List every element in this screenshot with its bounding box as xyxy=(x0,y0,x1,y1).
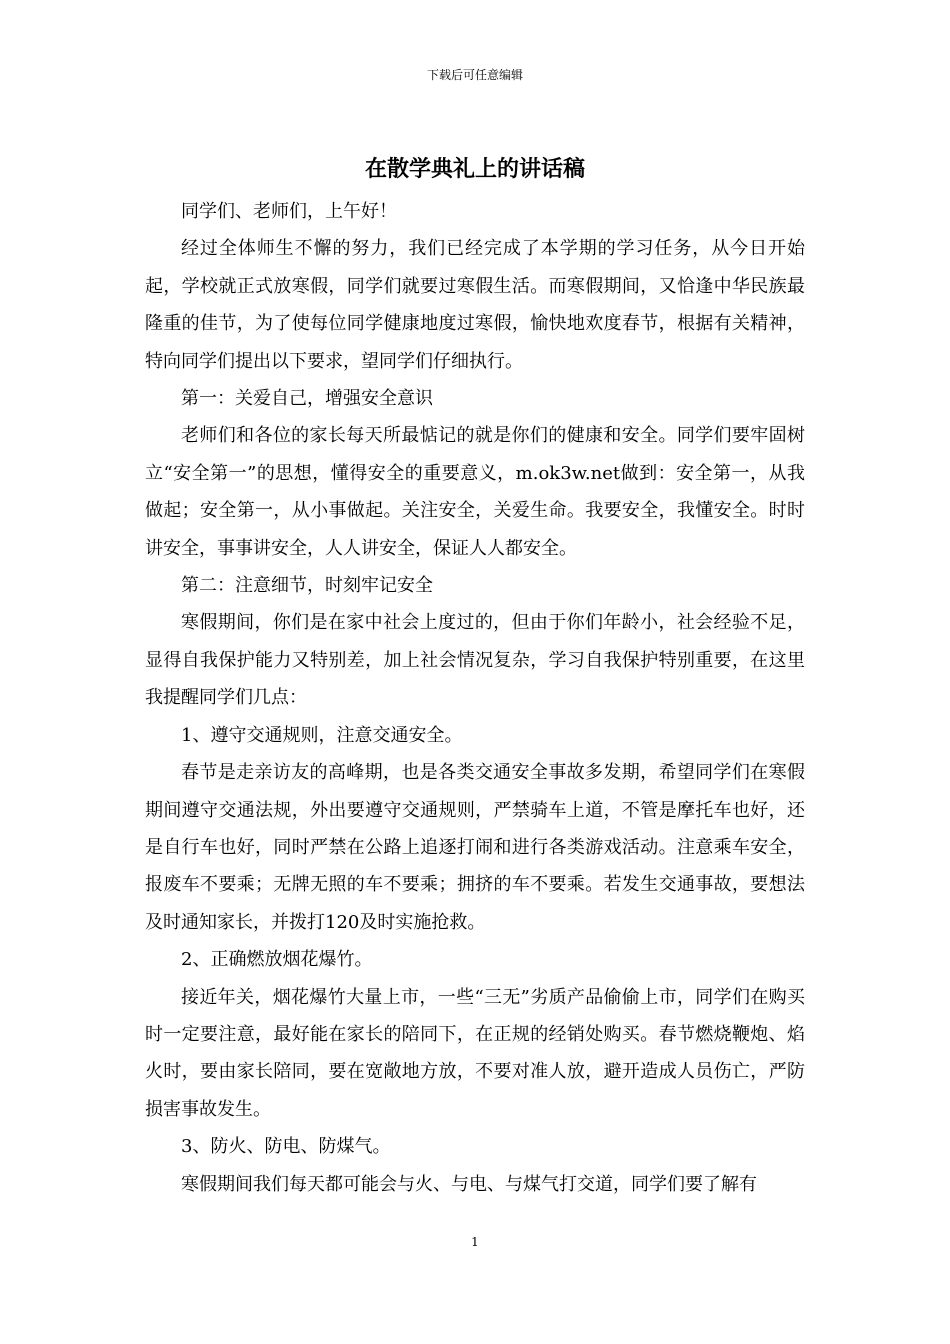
document-title: 在散学典礼上的讲话稿 xyxy=(364,157,585,182)
body-paragraph: 老师们和各位的家长每天所最惦记的就是你们的健康和安全。同学们要牢固树立“安全第一”的思想，懂得安全的重要意义，m.ok3w.net做到：安全第一，从我做起；安全第一，从小事做起。关注安全，关爱生命。我要安全，我懂安全。时时讲安全，事事讲安全，人人讲安全，保证人人都安全。 xyxy=(145,425,805,559)
list-item-heading-1: 1、遵守交通规则，注意交通安全。 xyxy=(181,724,463,746)
body-paragraph: 寒假期间，你们是在家中社会上度过的，但由于你们年龄小，社会经验不足，显得自我保护能力又特别差，加上社会情况复杂，学习自我保护特别重要，在这里我提醒同学们几点： xyxy=(145,612,805,709)
section-heading-2: 第二：注意细节，时刻牢记安全 xyxy=(181,575,433,597)
body-paragraph: 寒假期间我们每天都可能会与火、与电、与煤气打交道，同学们要了解有 xyxy=(181,1173,757,1195)
intro-paragraph: 经过全体师生不懈的努力，我们已经完成了本学期的学习任务，从今日开始起，学校就正式放寒假，同学们就要过寒假生活。而寒假期间，又恰逢中华民族最隆重的佳节，为了使每位同学健康地度过寒假，愉快地欢度春节，根据有关精神，特向同学们提出以下要求，望同学们仔细执行。 xyxy=(145,238,805,372)
greeting-paragraph: 同学们、老师们，上午好！ xyxy=(181,201,397,222)
page-header: 下载后可任意编辑 xyxy=(426,68,523,82)
body-paragraph: 接近年关，烟花爆竹大量上市，一些“三无”劣质产品偷偷上市，同学们在购买时一定要注意，最好能在家长的陪同下，在正规的经销处购买。春节燃烧鞭炮、焰火时，要由家长陪同，要在宽敞地方放，不要对准人放，避开造成人员伤亡，严防损害事故发生。 xyxy=(145,986,805,1120)
list-item-heading-2: 2、正确燃放烟花爆竹。 xyxy=(181,949,373,971)
body-paragraph: 春节是走亲访友的高峰期，也是各类交通安全事故多发期，希望同学们在寒假期间遵守交通法规，外出要遵守交通规则，严禁骑车上道，不管是摩托车也好，还是自行车也好，同时严禁在公路上追逐打闹和进行各类游戏活动。注意乘车安全，报废车不要乘；无牌无照的车不要乘；拥挤的车不要乘。若发生交通事故，要想法及时通知家长，并拨打120及时实施抢救。 xyxy=(145,762,805,933)
page-number: 1 xyxy=(471,1235,479,1249)
list-item-heading-3: 3、防火、防电、防煤气。 xyxy=(181,1136,391,1158)
document-body xyxy=(145,193,805,1203)
section-heading-1: 第一：关爱自己，增强安全意识 xyxy=(181,388,433,410)
